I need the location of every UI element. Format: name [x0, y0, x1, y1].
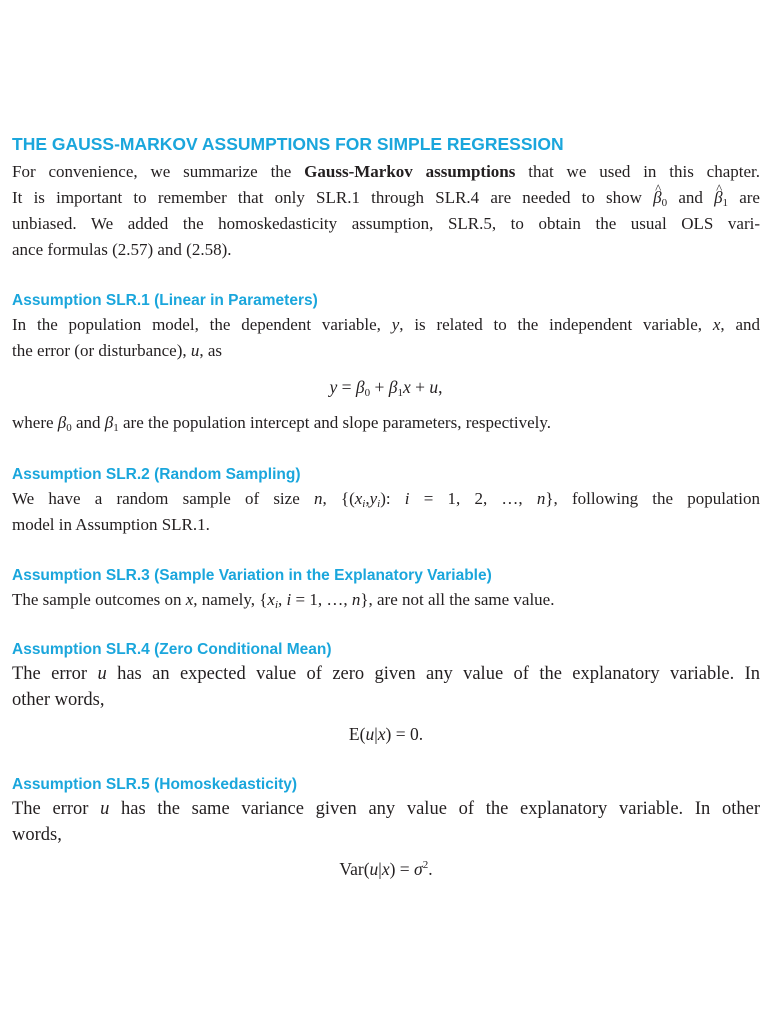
slr3-text: The sample outcomes on x, namely, {$x_i$, i = 1, …, n}, are not all the same value. — [12, 590, 555, 611]
intro-text: For convenience, we summarize the — [12, 162, 305, 181]
slr1-after: where $\beta_0$ and $\beta_1$ are the population intercept and slope parameters, respectively. — [12, 413, 551, 434]
slr1-equation: $y = \beta_0 + \beta_1x + u$, — [329, 377, 443, 399]
slr5-line-2: words, — [12, 825, 62, 845]
slr5-text — [12, 796, 760, 848]
slr4-heading: Assumption SLR.4 (Zero Conditional Mean) — [12, 641, 332, 658]
slr2-heading: Assumption SLR.2 (Random Sampling) — [12, 466, 301, 483]
slr2-line-1: We have a random sample of size n, {$(x_i,y_i)$: i = 1, 2, …, n}, following the population — [12, 489, 760, 510]
intro-paragraph — [12, 159, 760, 263]
intro-line-2: It is important to remember that only SLR.1 through SLR.4 are needed to show ^ $\beta_0$ and ^ $\beta_1$ are — [12, 185, 760, 211]
intro-text: are — [728, 188, 760, 207]
beta-hat-1: ^ β — [714, 185, 722, 211]
intro-line-4: ance formulas (2.57) and (2.58). — [12, 240, 232, 259]
slr1-line-1: In the population model, the dependent variable, y, is related to the independent variable, x, and — [12, 315, 760, 334]
intro-text: that we used in this chapter. — [515, 162, 760, 181]
slr2-section — [12, 466, 760, 538]
slr4-section — [12, 641, 760, 747]
beta-hat-0: ^ β — [653, 185, 661, 211]
slr1-line-2: the error (or disturbance), u, as — [12, 341, 223, 360]
slr4-line-1: The error u has an expected value of zero given any value of the explanatory variable. In — [12, 664, 760, 684]
slr5-equation: $Var(u|x) = \sigma^2$. — [339, 859, 433, 879]
document-page — [12, 134, 760, 263]
intro-text: It is important to remember that only SLR.1 through SLR.4 are needed to show — [12, 188, 654, 207]
section-title: THE GAUSS-MARKOV ASSUMPTIONS FOR SIMPLE REGRESSION — [12, 134, 564, 154]
slr3-section — [12, 567, 760, 613]
slr5-section — [12, 776, 760, 882]
slr1-text — [12, 312, 760, 364]
intro-line-3: unbiased. We added the homoskedasticity assumption, SLR.5, to obtain the usual OLS vari- — [12, 214, 760, 233]
slr2-text — [12, 486, 760, 538]
slr4-line-2: other words, — [12, 690, 105, 710]
intro-line-1 — [12, 159, 760, 185]
slr4-equation: E(u|x) = 0. — [348, 724, 424, 744]
slr4-text — [12, 661, 760, 713]
slr5-line-1: The error u has the same variance given any value of the explanatory variable. In other — [12, 799, 760, 819]
intro-bold-term: Gauss-Markov assumptions — [304, 162, 516, 181]
slr5-heading: Assumption SLR.5 (Homoskedasticity) — [12, 776, 298, 793]
slr1-heading: Assumption SLR.1 (Linear in Parameters) — [12, 292, 318, 309]
slr1-section — [12, 292, 760, 436]
slr3-heading: Assumption SLR.3 (Sample Variation in the Explanatory Variable) — [12, 567, 492, 584]
intro-text: and — [667, 188, 715, 207]
slr2-line-2: model in Assumption SLR.1. — [12, 515, 210, 534]
